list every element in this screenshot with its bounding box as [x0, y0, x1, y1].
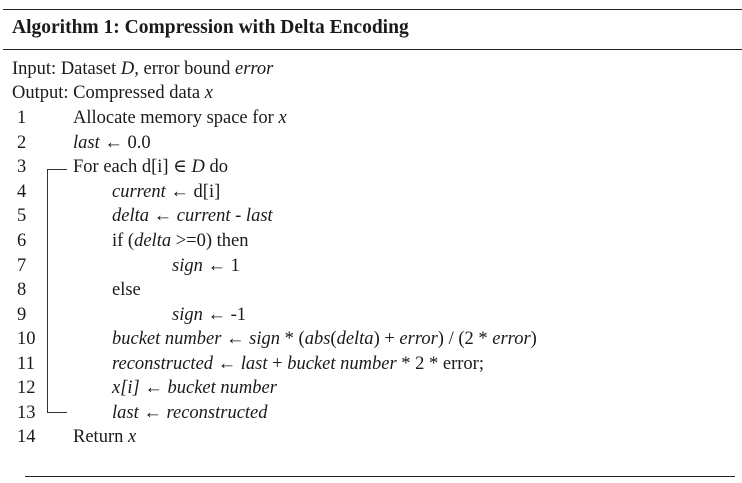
- algo-line-1: Allocate memory space for x: [73, 108, 287, 128]
- algo-line-10: bucket number ← sign * (abs(delta) + error) / (2 * error): [112, 329, 537, 349]
- line-number: 2: [17, 133, 27, 153]
- output-line: Output: Compressed data x: [12, 83, 213, 103]
- bottom-rule: [25, 476, 735, 477]
- line-number: 8: [17, 280, 27, 300]
- algo-line-5: delta ← current - last: [112, 206, 273, 226]
- algo-line-7: sign ← 1: [172, 256, 240, 276]
- line-number: 5: [17, 206, 27, 226]
- for-loop-bracket: [47, 169, 68, 413]
- algo-line-8: else: [112, 280, 141, 300]
- algo-line-12: x[i] ← bucket number: [112, 378, 277, 398]
- input-line: Input: Dataset D, error bound error: [12, 59, 274, 79]
- line-number: 14: [17, 427, 36, 447]
- algorithm-title: Algorithm 1: Compression with Delta Encoding: [12, 17, 409, 38]
- algo-line-9: sign ← -1: [172, 305, 247, 325]
- line-number: 10: [17, 329, 36, 349]
- line-number: 11: [17, 354, 35, 374]
- algo-line-13: last ← reconstructed: [112, 403, 268, 423]
- top-rule: [3, 9, 742, 10]
- algo-line-4: current ← d[i]: [112, 182, 221, 202]
- line-number: 12: [17, 378, 36, 398]
- algo-line-11: reconstructed ← last + bucket number * 2 * error;: [112, 354, 484, 374]
- algo-line-6: if (delta >=0) then: [112, 231, 249, 251]
- algo-line-3: For each d[i] ∈ D do: [73, 157, 228, 177]
- line-number: 13: [17, 403, 36, 423]
- line-number: 7: [17, 256, 27, 276]
- algo-line-2: last ← 0.0: [73, 133, 151, 153]
- line-number: 6: [17, 231, 27, 251]
- line-number: 1: [17, 108, 27, 128]
- line-number: 4: [17, 182, 27, 202]
- line-number: 3: [17, 157, 27, 177]
- algo-line-14: Return x: [73, 427, 137, 447]
- line-number: 9: [17, 305, 27, 325]
- title-rule: [3, 49, 742, 50]
